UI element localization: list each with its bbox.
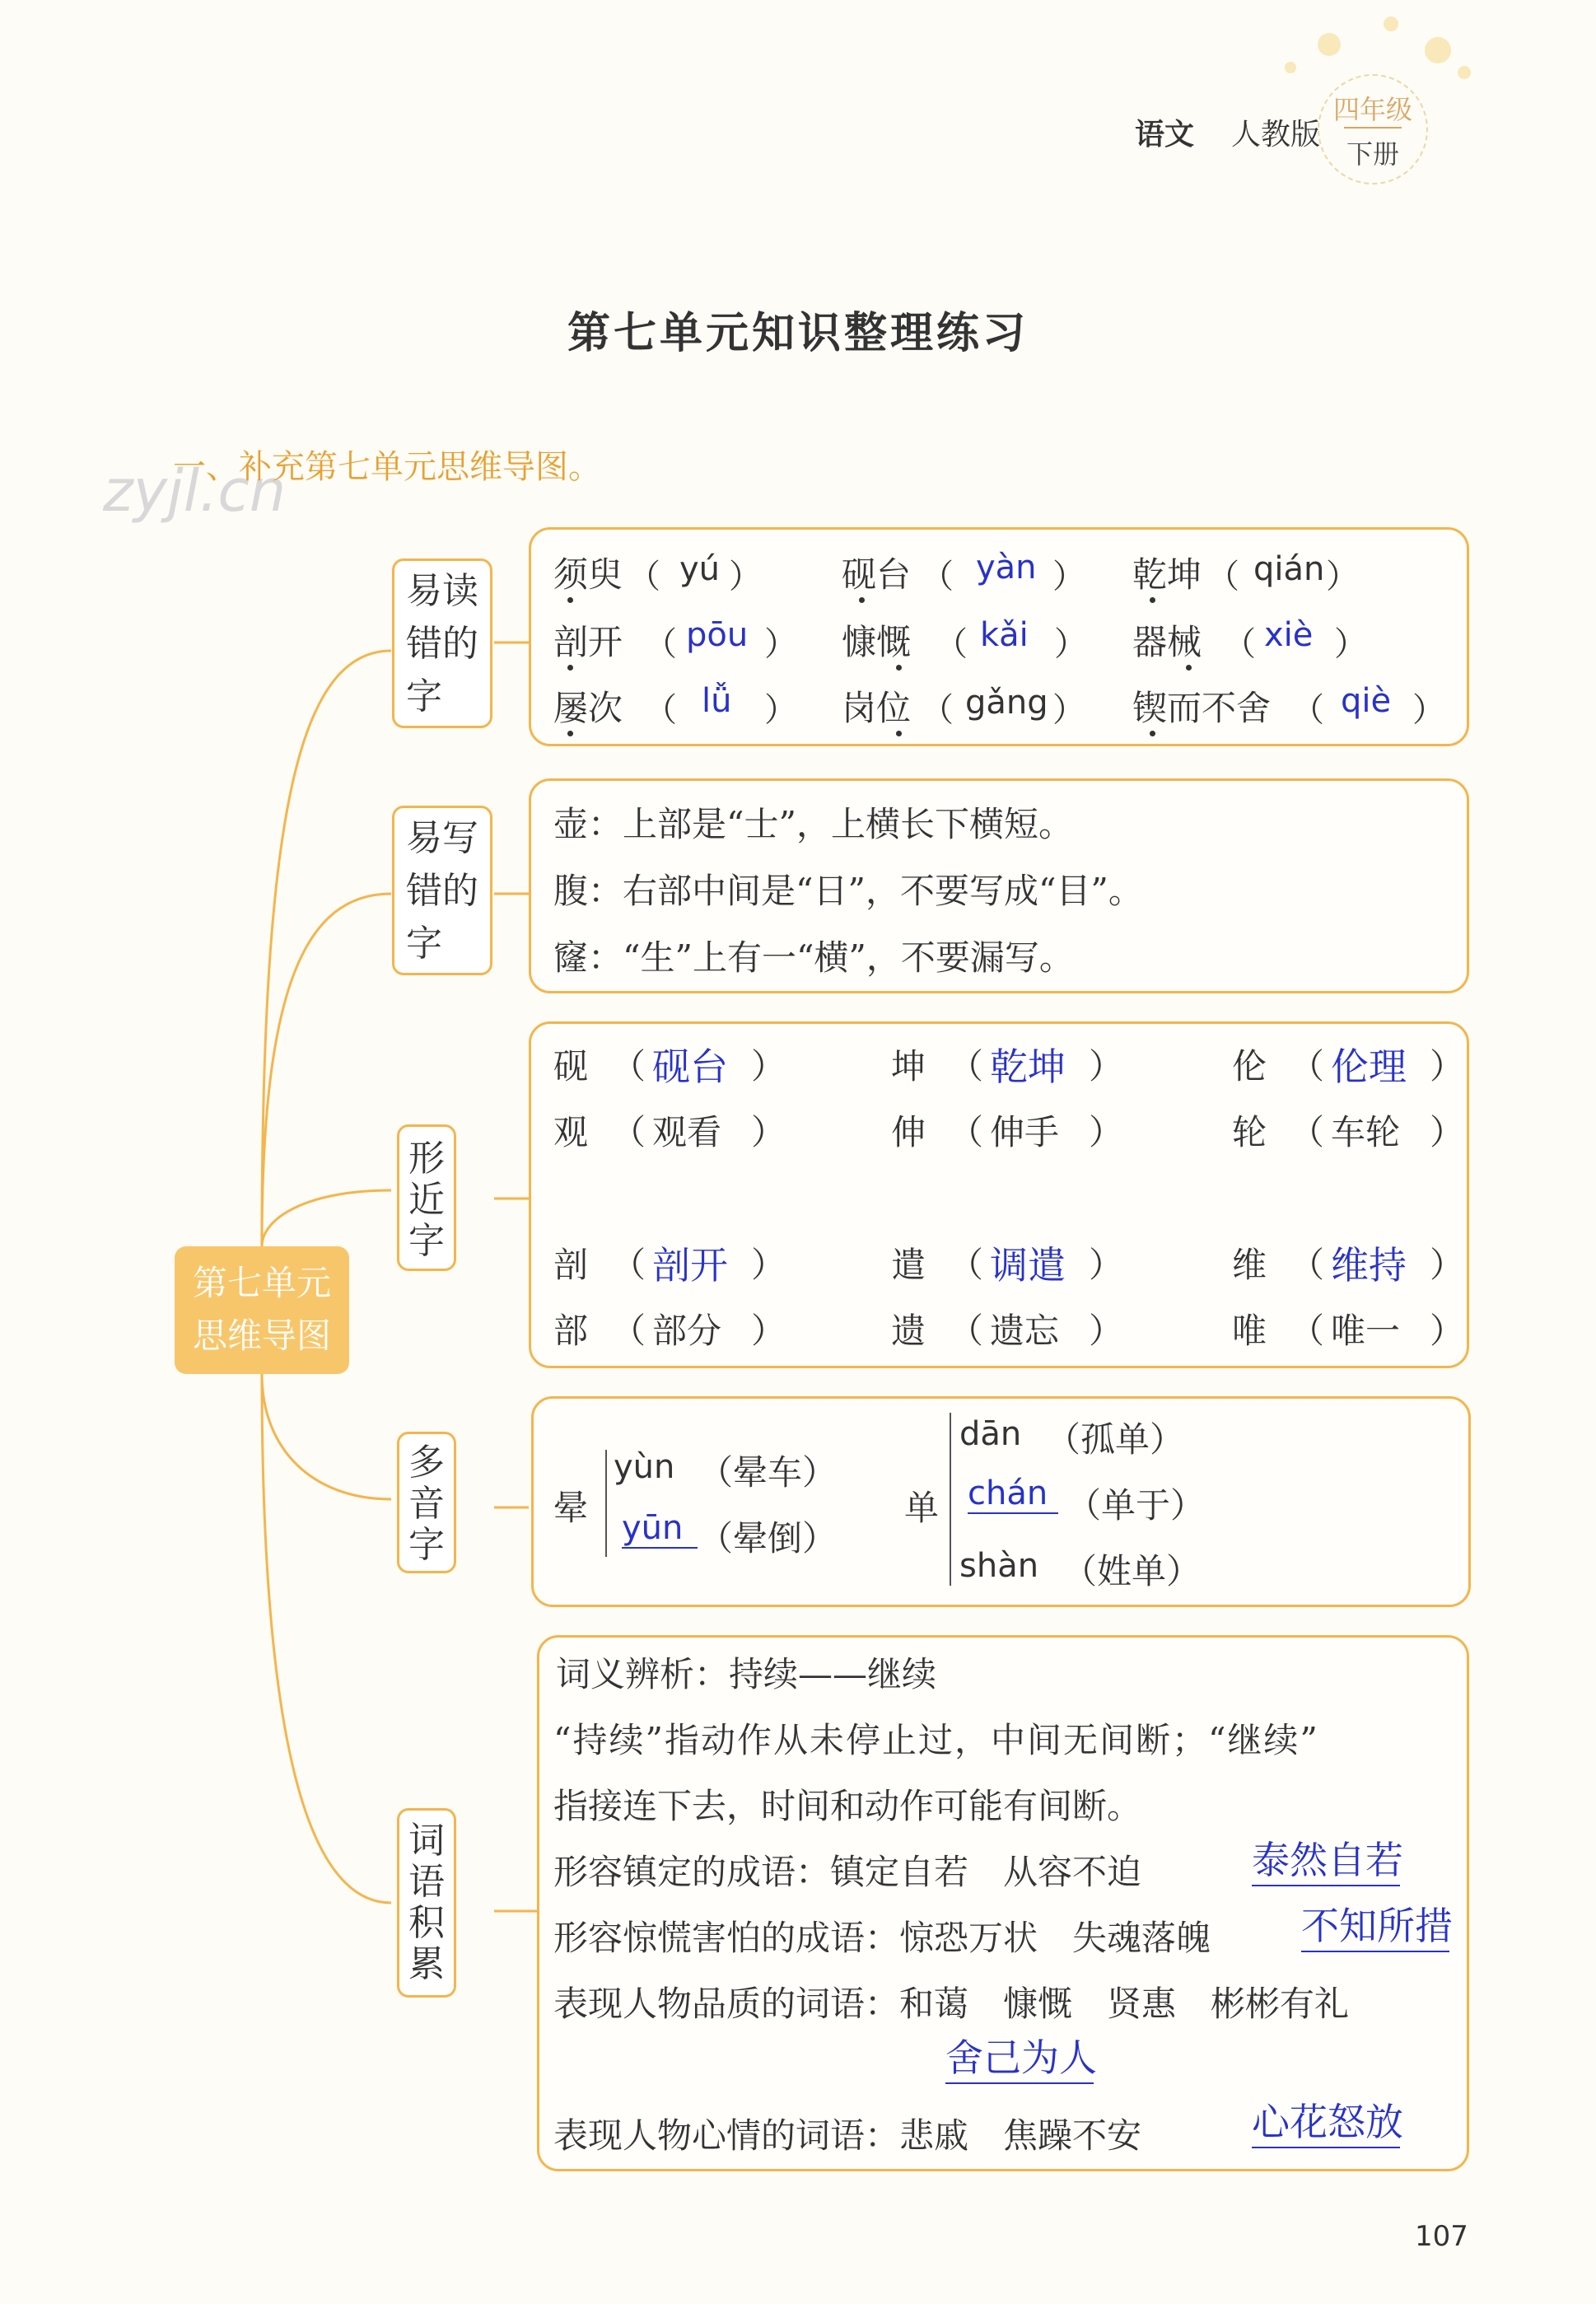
similar-char: 唯 <box>1232 1311 1267 1351</box>
label-line: 累 <box>408 1943 445 1985</box>
similar-word-answer: 调遣 <box>990 1243 1066 1288</box>
similar-char: 砚 <box>553 1046 589 1087</box>
paren: （ <box>949 1245 984 1285</box>
emphasis-dot <box>896 665 902 671</box>
page-number: 107 <box>1415 2220 1468 2253</box>
paren: ） <box>764 625 797 663</box>
word: 砚台 <box>842 554 912 595</box>
label-line: 词 <box>408 1820 445 1862</box>
word: 岗位 <box>842 688 912 728</box>
vocab-line: 形容镇定的成语：镇定自若 从容不迫 <box>553 1852 1142 1892</box>
pinyin: qián <box>1253 550 1325 588</box>
header-grade: 四年级 <box>1332 94 1412 125</box>
similar-char: 轮 <box>1232 1112 1267 1152</box>
poly-word: （姓单） <box>1062 1551 1202 1591</box>
paren: （ <box>1290 1112 1325 1152</box>
label-line: 字 <box>406 923 442 965</box>
vocab-line: “持续”指动作从未停止过，中间无间断；“继续” <box>553 1720 1319 1760</box>
write-note: 窿：“生”上有一“横”，不要漏写。 <box>553 937 1074 978</box>
pinyin-answer: xiè <box>1264 616 1314 654</box>
paren: （ <box>949 1112 984 1152</box>
similar-char: 剖 <box>553 1245 589 1285</box>
paren: ） <box>751 1112 786 1152</box>
vocab-answer: 舍己为人 <box>945 2028 1094 2084</box>
label-line: 多 <box>408 1442 445 1484</box>
similar-word: 遗忘 <box>990 1311 1060 1351</box>
pinyin-answer: lǚ <box>702 682 732 720</box>
paren: ） <box>1089 1112 1124 1152</box>
similar-char: 伸 <box>891 1112 926 1152</box>
paren: （ <box>644 691 677 729</box>
paren: （ <box>611 1245 646 1285</box>
similar-word-answer: 砚台 <box>652 1045 728 1089</box>
similar-word: 伸手 <box>990 1112 1060 1152</box>
similar-char: 伦 <box>1232 1046 1267 1087</box>
write-note: 壶：上部是“士”，上横长下横短。 <box>553 804 1073 844</box>
poly-char: 单 <box>904 1488 940 1528</box>
root-label-line: 第七单元 <box>192 1263 331 1303</box>
label-line: 字 <box>408 1524 445 1566</box>
pinyin: gǎng <box>965 684 1048 722</box>
paren: （ <box>644 625 677 663</box>
paren: （ <box>921 558 954 596</box>
pinyin-answer: kǎi <box>980 616 1029 654</box>
poly-word: （晕车） <box>698 1452 838 1493</box>
label-vocab <box>397 1808 456 1998</box>
paren: （ <box>611 1112 646 1152</box>
similar-word: 唯一 <box>1331 1311 1401 1351</box>
poly-pinyin-answer: yūn <box>622 1509 698 1549</box>
poly-word: （单于） <box>1066 1485 1206 1526</box>
paren: （ <box>1290 1311 1325 1351</box>
root-label-line: 思维导图 <box>192 1316 331 1356</box>
label-line: 语 <box>408 1861 445 1903</box>
section-title: 一、补充第七单元思维导图。 <box>173 448 601 486</box>
similar-word-answer: 伦理 <box>1331 1045 1407 1089</box>
similar-word-answer: 剖开 <box>652 1243 728 1288</box>
paren: （ <box>1206 558 1239 596</box>
paren: （ <box>1291 691 1324 729</box>
paren: ） <box>1052 558 1085 596</box>
word: 乾坤 <box>1132 554 1202 595</box>
paren: ） <box>1430 1046 1465 1087</box>
label-line: 易写 <box>406 817 478 859</box>
emphasis-dot <box>859 597 865 603</box>
header-volume: 下册 <box>1346 138 1399 170</box>
vocab-answer: 泰然自若 <box>1252 1830 1400 1886</box>
similar-word: 车轮 <box>1331 1112 1401 1152</box>
label-easy-write <box>392 806 492 975</box>
paren: ） <box>1430 1112 1465 1152</box>
paren: ） <box>751 1046 786 1087</box>
paren: ） <box>1430 1245 1465 1285</box>
label-line: 错的 <box>406 623 478 665</box>
paren: （ <box>921 691 954 729</box>
watermark: zyjl.cn <box>103 457 287 525</box>
vocab-answer: 不知所措 <box>1301 1896 1449 1952</box>
paren: ） <box>1326 558 1359 596</box>
similar-char: 部 <box>553 1311 589 1351</box>
emphasis-dot <box>567 731 573 736</box>
word: 剖开 <box>553 622 623 662</box>
page-title: 第七单元知识整理练习 <box>567 309 1029 358</box>
paren: （ <box>1290 1245 1325 1285</box>
poly-pinyin-answer: chán <box>968 1474 1058 1514</box>
vocab-line: 词义辨析：持续——继续 <box>556 1654 937 1694</box>
similar-char: 坤 <box>891 1046 926 1087</box>
label-easy-read <box>392 558 492 728</box>
header-edition: 人教版 <box>1231 118 1321 152</box>
paren: （ <box>949 1311 984 1351</box>
poly-word: （晕倒） <box>698 1518 838 1559</box>
emphasis-dot <box>1150 731 1155 736</box>
label-line: 音 <box>408 1483 445 1525</box>
poly-pinyin: dān <box>959 1415 1022 1453</box>
paren: （ <box>611 1046 646 1087</box>
paren: ） <box>1334 625 1367 663</box>
emphasis-dot <box>567 597 573 603</box>
label-line: 字 <box>406 675 442 717</box>
reading-brace <box>605 1450 607 1557</box>
vocab-line: 指接连下去，时间和动作可能有间断。 <box>553 1786 1142 1826</box>
paren: ） <box>751 1311 786 1351</box>
paren: ） <box>1054 625 1087 663</box>
paren: （ <box>611 1311 646 1351</box>
label-line: 形 <box>408 1138 445 1180</box>
pinyin-answer: yàn <box>976 549 1037 587</box>
paren: ） <box>1052 691 1085 729</box>
poly-word: （孤单） <box>1046 1419 1185 1460</box>
pinyin-answer: qiè <box>1341 682 1392 720</box>
word: 须臾 <box>553 554 623 595</box>
paren: （ <box>935 625 968 663</box>
label-line: 错的 <box>406 870 478 912</box>
similar-char: 观 <box>553 1112 589 1152</box>
vocab-line: 表现人物品质的词语：和蔼 慷慨 贤惠 彬彬有礼 <box>553 1984 1350 2024</box>
poly-pinyin: yùn <box>614 1448 675 1486</box>
mindmap-root <box>175 1246 349 1374</box>
similar-char: 遗 <box>891 1311 926 1351</box>
paren: （ <box>1290 1046 1325 1087</box>
paren: ） <box>1089 1245 1124 1285</box>
label-similar <box>397 1124 456 1271</box>
label-line: 近 <box>408 1179 445 1221</box>
write-note: 腹：右部中间是“日”，不要写成“目”。 <box>553 871 1143 911</box>
label-line: 积 <box>408 1902 445 1944</box>
paren: ） <box>1089 1311 1124 1351</box>
word: 锲而不舍 <box>1132 688 1272 728</box>
similar-char: 维 <box>1232 1245 1267 1285</box>
similar-char: 遣 <box>891 1245 926 1285</box>
vocab-answer: 心花怒放 <box>1252 2092 1400 2148</box>
header-subject: 语文 <box>1135 118 1195 152</box>
similar-word: 部分 <box>652 1311 722 1351</box>
word: 慷慨 <box>842 622 912 662</box>
emphasis-dot <box>567 665 573 671</box>
emphasis-dot <box>896 731 902 736</box>
paren: （ <box>949 1046 984 1087</box>
label-line: 易读 <box>406 570 478 612</box>
paren: ） <box>729 558 762 596</box>
similar-word-answer: 乾坤 <box>990 1045 1066 1089</box>
poly-pinyin: shàn <box>959 1547 1039 1585</box>
label-polyphone <box>397 1432 456 1573</box>
vocab-line: 表现人物心情的词语：悲戚 焦躁不安 <box>553 2115 1142 2156</box>
similar-word: 观看 <box>652 1112 722 1152</box>
vocab-line: 形容惊慌害怕的成语：惊恐万状 失魂落魄 <box>553 1918 1211 1958</box>
similar-word-answer: 维持 <box>1331 1243 1407 1288</box>
emphasis-dot <box>1186 665 1192 671</box>
emphasis-dot <box>1150 597 1155 603</box>
poly-char: 晕 <box>553 1488 589 1528</box>
reading-brace <box>950 1413 951 1586</box>
word: 器械 <box>1132 622 1202 662</box>
paren: ） <box>1412 691 1445 729</box>
pinyin: yú <box>679 550 721 588</box>
paren: ） <box>764 691 797 729</box>
paren: ） <box>1089 1046 1124 1087</box>
paren: （ <box>628 558 660 596</box>
label-line: 字 <box>408 1220 445 1262</box>
paren: （ <box>1223 625 1256 663</box>
paren: ） <box>1430 1311 1465 1351</box>
pinyin-answer: pōu <box>686 616 749 654</box>
paren: ） <box>751 1245 786 1285</box>
word: 屡次 <box>553 688 623 728</box>
